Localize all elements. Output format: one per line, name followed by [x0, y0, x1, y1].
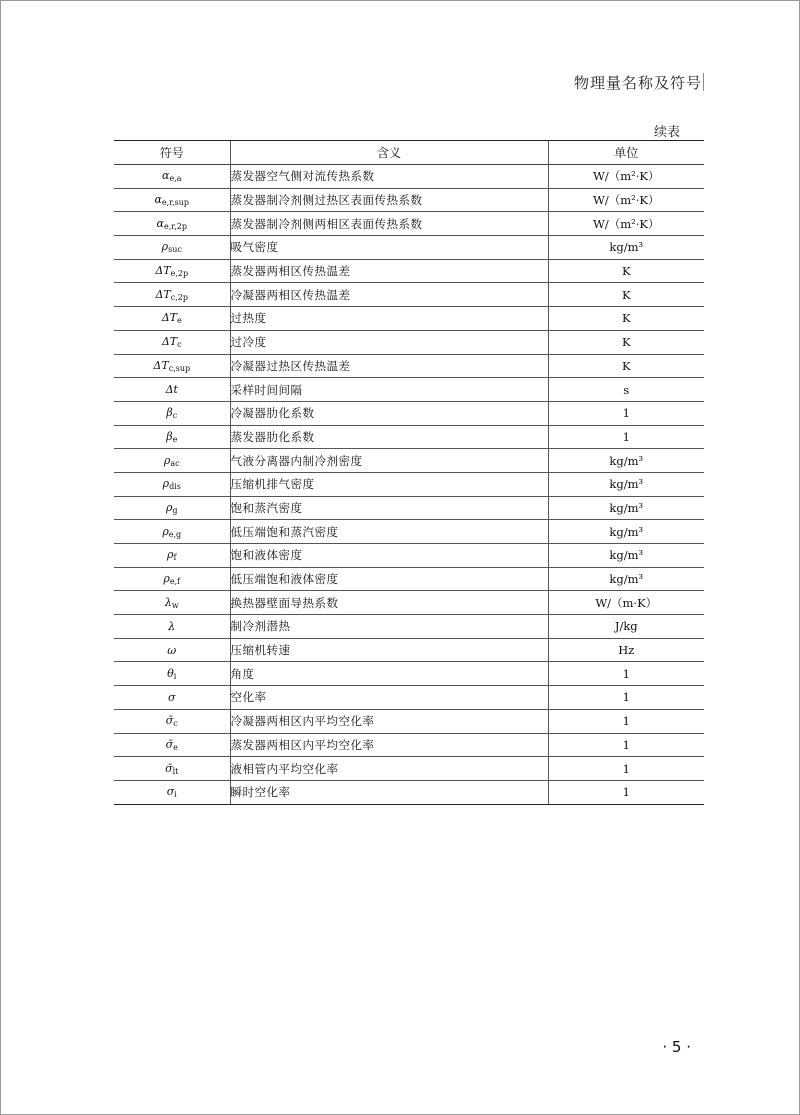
symbol-cell — [114, 472, 230, 496]
meaning-cell: 压缩机排气密度 — [230, 472, 548, 496]
meaning-cell: 蒸发器制冷剂侧两相区表面传热系数 — [230, 212, 548, 236]
unit-cell: J/kg — [548, 615, 704, 639]
meaning-cell: 低压端饱和蒸汽密度 — [230, 520, 548, 544]
symbol-cell — [114, 165, 230, 189]
table-header-row — [114, 141, 704, 165]
symbol-main: σ — [167, 690, 176, 704]
symbol-subscript: e — [172, 434, 178, 444]
symbol-cell — [114, 354, 230, 378]
symbol-main: σ̄ — [165, 737, 174, 751]
symbol-subscript: c — [173, 719, 178, 729]
symbol-subscript: g — [172, 505, 178, 515]
symbol-subscript: e — [177, 316, 182, 326]
symbol-cell — [114, 520, 230, 544]
unit-cell: 1 — [548, 757, 704, 781]
symbol-subscript: i — [173, 671, 177, 681]
symbol-cell — [114, 686, 230, 710]
symbol-main: α — [154, 193, 162, 207]
symbol-main: ρ — [161, 240, 169, 254]
running-header-title: 物理量名称及符号 — [573, 74, 702, 92]
table-row — [114, 709, 704, 733]
unit-cell: 1 — [548, 662, 704, 686]
table-row — [114, 165, 704, 189]
meaning-cell: 过热度 — [230, 307, 548, 331]
unit-cell: s — [548, 378, 704, 402]
unit-cell: K — [548, 259, 704, 283]
symbol-cell — [114, 259, 230, 283]
symbol-main: σ̄ — [165, 761, 173, 775]
unit-cell: kg/m³ — [548, 236, 704, 260]
symbol-cell — [114, 236, 230, 260]
symbol-main: ω — [167, 643, 177, 657]
unit-cell: K — [548, 354, 704, 378]
meaning-cell: 制冷剂潜热 — [230, 615, 548, 639]
symbol-subscript: ac — [170, 458, 180, 468]
running-header-divider — [703, 73, 704, 91]
symbol-main: ΔT — [155, 287, 171, 301]
meaning-cell: 蒸发器两相区内平均空化率 — [230, 733, 548, 757]
meaning-cell: 采样时间间隔 — [230, 378, 548, 402]
symbol-subscript: e,a — [169, 174, 182, 184]
symbol-cell — [114, 496, 230, 520]
symbol-main: ΔT — [155, 264, 171, 278]
symbol-cell — [114, 307, 230, 331]
table-row — [114, 733, 704, 757]
unit-cell: 1 — [548, 709, 704, 733]
page-number: · 5 · — [662, 1038, 691, 1056]
symbol-subscript: e,r,sup — [161, 198, 190, 208]
table-row — [114, 401, 704, 425]
symbol-subscript: e — [173, 742, 178, 752]
unit-cell: kg/m³ — [548, 496, 704, 520]
meaning-cell: 过冷度 — [230, 330, 548, 354]
symbol-cell — [114, 709, 230, 733]
meaning-cell: 蒸发器制冷剂侧过热区表面传热系数 — [230, 188, 548, 212]
table-row — [114, 567, 704, 591]
unit-cell: kg/m³ — [548, 449, 704, 473]
meaning-cell: 饱和液体密度 — [230, 544, 548, 568]
symbol-cell — [114, 591, 230, 615]
meaning-cell: 气液分离器内制冷剂密度 — [230, 449, 548, 473]
unit-cell: K — [548, 330, 704, 354]
meaning-cell: 饱和蒸汽密度 — [230, 496, 548, 520]
symbol-main: ΔT — [153, 358, 169, 372]
symbol-subscript: f — [173, 553, 177, 563]
symbol-subscript: c — [172, 411, 178, 421]
column-header-meaning: 含义 — [230, 141, 548, 165]
table-row — [114, 259, 704, 283]
symbol-subscript: w — [171, 600, 179, 610]
symbol-main: ρ — [162, 477, 170, 491]
meaning-cell: 空化率 — [230, 686, 548, 710]
symbol-main: σ — [166, 785, 175, 799]
table-row — [114, 520, 704, 544]
symbol-cell — [114, 615, 230, 639]
unit-cell: kg/m³ — [548, 472, 704, 496]
symbol-subscript: e,g — [168, 529, 182, 539]
table-row — [114, 307, 704, 331]
symbol-cell — [114, 378, 230, 402]
meaning-cell: 瞬时空化率 — [230, 780, 548, 804]
symbol-main: ρ — [167, 548, 174, 562]
unit-cell: 1 — [548, 401, 704, 425]
meaning-cell: 蒸发器两相区传热温差 — [230, 259, 548, 283]
symbol-subscript: c,sup — [168, 363, 191, 373]
symbol-main: ΔT — [161, 311, 178, 325]
meaning-cell: 角度 — [230, 662, 548, 686]
unit-cell: W/（m²·K） — [548, 212, 704, 236]
symbol-subscript: c,2p — [170, 292, 188, 302]
symbol-cell — [114, 401, 230, 425]
symbol-main: ρ — [163, 572, 170, 586]
symbol-cell — [114, 330, 230, 354]
unit-cell: kg/m³ — [548, 544, 704, 568]
table-row — [114, 283, 704, 307]
symbol-subscript: e,2p — [170, 269, 189, 279]
symbol-subscript: e,f — [169, 577, 181, 587]
symbol-main: θ — [167, 666, 174, 680]
table-continued-label: 续表 — [653, 125, 680, 140]
symbol-subscript: e,r,2p — [163, 221, 187, 231]
symbol-main: ρ — [162, 524, 169, 538]
symbol-cell — [114, 567, 230, 591]
symbol-cell — [114, 638, 230, 662]
table-row — [114, 354, 704, 378]
unit-cell: 1 — [548, 733, 704, 757]
table-row — [114, 472, 704, 496]
meaning-cell: 液相管内平均空化率 — [230, 757, 548, 781]
unit-cell: Hz — [548, 638, 704, 662]
symbol-main: λ — [168, 619, 176, 633]
symbol-main: α — [162, 169, 170, 183]
meaning-cell: 冷凝器两相区传热温差 — [230, 283, 548, 307]
symbol-cell — [114, 425, 230, 449]
table-row — [114, 425, 704, 449]
meaning-cell: 换热器壁面导热系数 — [230, 591, 548, 615]
symbol-cell — [114, 757, 230, 781]
symbol-main: β — [166, 406, 173, 420]
meaning-cell: 冷凝器两相区内平均空化率 — [230, 709, 548, 733]
table-row — [114, 330, 704, 354]
meaning-cell: 冷凝器肋化系数 — [230, 401, 548, 425]
table-row — [114, 378, 704, 402]
symbol-subscript: lt — [172, 766, 179, 776]
symbol-subscript: suc — [168, 245, 182, 255]
symbol-subscript: i — [174, 790, 177, 800]
meaning-cell: 吸气密度 — [230, 236, 548, 260]
symbol-table — [114, 140, 704, 805]
meaning-cell: 低压端饱和液体密度 — [230, 567, 548, 591]
meaning-cell: 蒸发器肋化系数 — [230, 425, 548, 449]
table-row — [114, 686, 704, 710]
symbol-main: ΔT — [161, 335, 178, 349]
symbol-subscript: c — [177, 340, 182, 350]
table-row — [114, 188, 704, 212]
symbol-cell — [114, 449, 230, 473]
symbol-subscript: dis — [169, 482, 181, 492]
column-header-symbol: 符号 — [114, 141, 230, 165]
meaning-cell: 冷凝器过热区传热温差 — [230, 354, 548, 378]
unit-cell: W/（m²·K） — [548, 188, 704, 212]
symbol-main: ρ — [163, 453, 171, 467]
symbol-cell — [114, 662, 230, 686]
unit-cell: W/（m²·K） — [548, 165, 704, 189]
symbol-cell — [114, 188, 230, 212]
unit-cell: 1 — [548, 780, 704, 804]
table-row — [114, 780, 704, 804]
unit-cell: kg/m³ — [548, 567, 704, 591]
unit-cell: kg/m³ — [548, 520, 704, 544]
symbol-cell — [114, 283, 230, 307]
symbol-main: Δt — [165, 383, 178, 397]
symbol-main: α — [156, 216, 164, 230]
table-row — [114, 212, 704, 236]
unit-cell: K — [548, 283, 704, 307]
table-row — [114, 662, 704, 686]
table-row — [114, 544, 704, 568]
symbol-main: ρ — [165, 500, 173, 514]
table-row — [114, 638, 704, 662]
unit-cell: W/（m·K） — [548, 591, 704, 615]
symbol-cell — [114, 212, 230, 236]
table-row — [114, 236, 704, 260]
table-row — [114, 615, 704, 639]
table-row — [114, 591, 704, 615]
symbol-cell — [114, 780, 230, 804]
symbol-main: σ̄ — [165, 714, 174, 728]
column-header-unit: 单位 — [548, 141, 704, 165]
table-row — [114, 757, 704, 781]
unit-cell: 1 — [548, 425, 704, 449]
symbol-cell — [114, 544, 230, 568]
meaning-cell: 蒸发器空气侧对流传热系数 — [230, 165, 548, 189]
meaning-cell: 压缩机转速 — [230, 638, 548, 662]
table-row — [114, 449, 704, 473]
symbol-main: λ — [164, 595, 172, 609]
unit-cell: 1 — [548, 686, 704, 710]
table-row — [114, 496, 704, 520]
symbol-main: β — [166, 429, 173, 443]
symbol-cell — [114, 733, 230, 757]
unit-cell: K — [548, 307, 704, 331]
